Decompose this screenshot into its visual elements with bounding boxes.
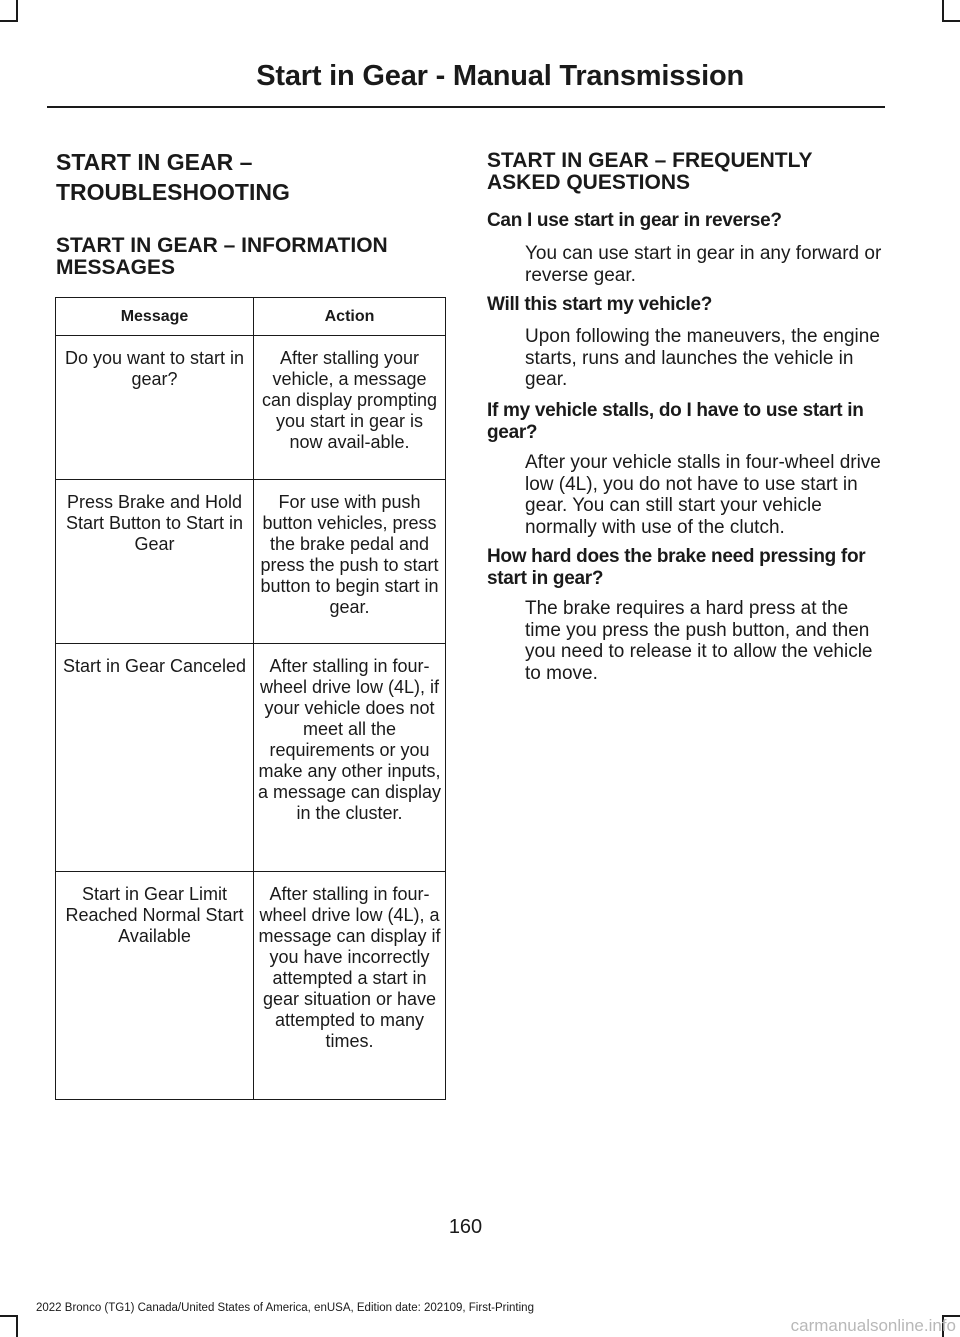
action-cell: After stalling in four-wheel drive low (4L), if your vehicle does not meet all the requirements or you make any other inputs, a message can display in the cluster. bbox=[254, 644, 446, 872]
faq-answer: The brake requires a hard press at the time you press the push button, and then you need to release it to allow the vehicle to move. bbox=[525, 598, 873, 684]
crop-mark-bottom-left-h bbox=[0, 1315, 18, 1317]
faq-heading: START IN GEAR – FREQUENTLY ASKED QUESTIONS bbox=[487, 149, 813, 194]
column-header-action: Action bbox=[254, 298, 446, 336]
table-heading: START IN GEAR – INFORMATION MESSAGES bbox=[56, 234, 388, 279]
faq-question: If my vehicle stalls, do I have to use start in gear? bbox=[487, 400, 864, 443]
table-row bbox=[56, 872, 446, 1100]
crop-mark-top-left-h bbox=[0, 20, 18, 22]
crop-mark-top-left-v bbox=[16, 0, 18, 22]
edition-footer: 2022 Bronco (TG1) Canada/United States of America, enUSA, Edition date: 202109, First-Printing bbox=[36, 1302, 534, 1314]
table-header-row bbox=[56, 298, 446, 336]
message-cell: Do you want to start in gear? bbox=[56, 336, 254, 480]
action-cell: For use with push button vehicles, press the brake pedal and press the push to start button to begin start in gear. bbox=[254, 480, 446, 644]
watermark: carmanualsonline.info bbox=[790, 1316, 956, 1335]
section-heading-line2: TROUBLESHOOTING bbox=[56, 179, 290, 205]
faq-question: Can I use start in gear in reverse? bbox=[487, 210, 782, 231]
table-row bbox=[56, 644, 446, 872]
action-cell: After stalling in four-wheel drive low (4L), a message can display if you have incorrectly attempted a start in gear situation or have attempted to many times. bbox=[254, 872, 446, 1100]
page-header-title: Start in Gear - Manual Transmission bbox=[256, 60, 744, 92]
page-number: 160 bbox=[448, 1216, 483, 1238]
message-cell: Start in Gear Limit Reached Normal Start Available bbox=[56, 872, 254, 1100]
faq-answer: Upon following the maneuvers, the engine starts, runs and launches the vehicle in gear. bbox=[525, 326, 880, 390]
table-row bbox=[56, 480, 446, 644]
faq-question: How hard does the brake need pressing for start in gear? bbox=[487, 546, 866, 589]
crop-mark-bottom-left-v bbox=[16, 1315, 18, 1337]
message-cell: Start in Gear Canceled bbox=[56, 644, 254, 872]
message-cell: Press Brake and Hold Start Button to Start in Gear bbox=[56, 480, 254, 644]
column-header-message: Message bbox=[56, 298, 254, 336]
information-messages-table bbox=[55, 297, 446, 1100]
action-cell: After stalling your vehicle, a message can display prompting you start in gear is now avail-able. bbox=[254, 336, 446, 480]
crop-mark-top-right-v bbox=[942, 0, 944, 22]
section-heading-line1: START IN GEAR – bbox=[56, 149, 253, 175]
crop-mark-top-right-h bbox=[942, 20, 960, 22]
faq-answer: After your vehicle stalls in four-wheel drive low (4L), you do not have to use start in gear. You can still start your vehicle normally with use of the clutch. bbox=[525, 452, 881, 538]
header-divider bbox=[47, 106, 885, 108]
faq-answer: You can use start in gear in any forward or reverse gear. bbox=[525, 243, 882, 286]
faq-question: Will this start my vehicle? bbox=[487, 294, 713, 315]
table-row bbox=[56, 336, 446, 480]
